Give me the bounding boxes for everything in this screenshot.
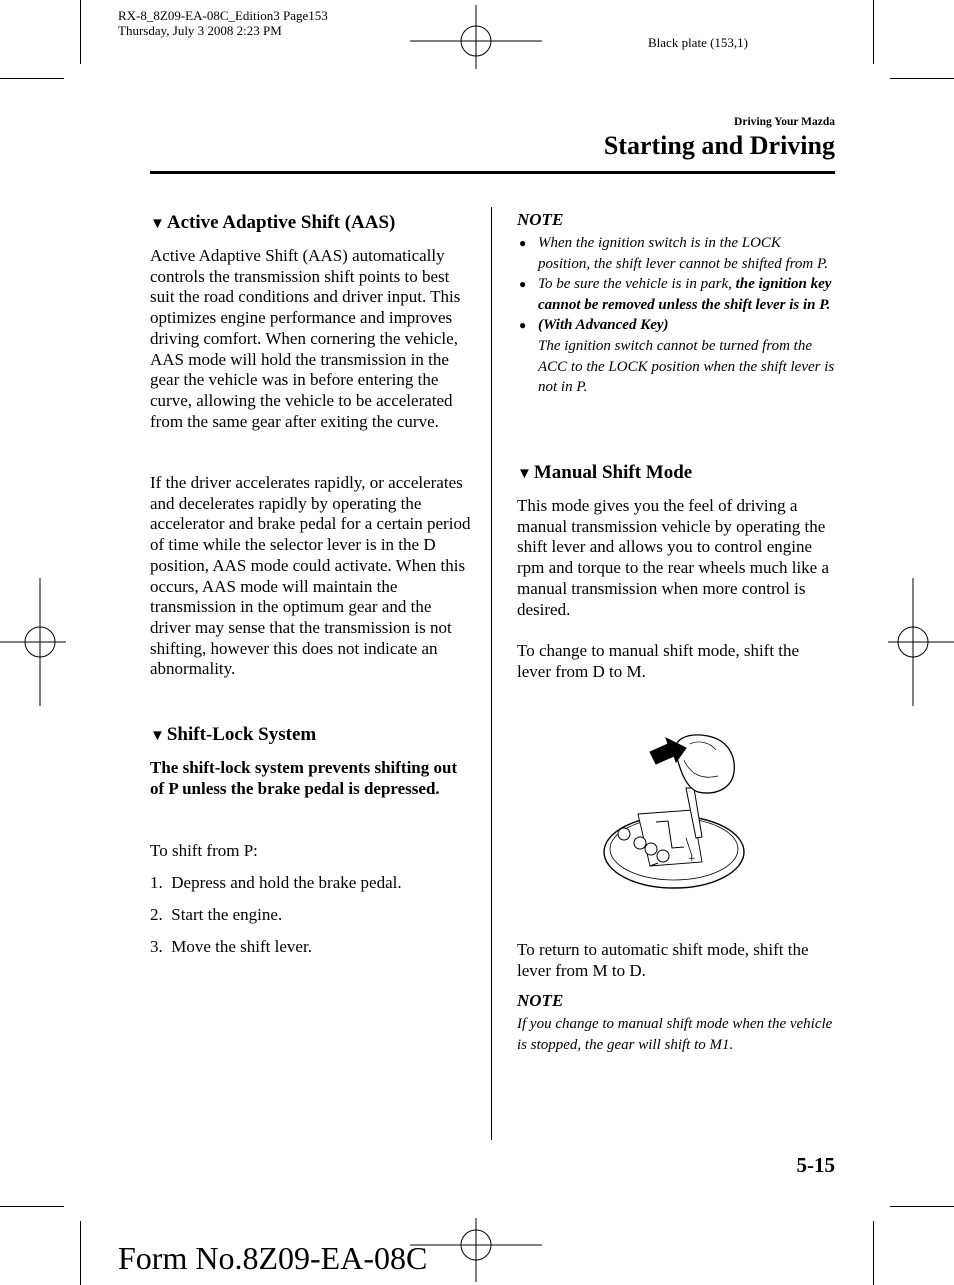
note-label: NOTE — [517, 991, 564, 1010]
registration-mark-left — [0, 578, 66, 706]
manual-paragraph-2: To change to manual shift mode, shift the lever from D to M. — [517, 641, 800, 681]
triangle-icon: ▼ — [517, 466, 532, 482]
list-item: 3. Move the shift lever. — [150, 937, 312, 956]
note-text: If you change to manual shift mode when the vehicle is stopped, the gear will shift to M1. — [517, 1016, 833, 1053]
manual-paragraph-3: To return to automatic shift mode, shift the lever from M to D. — [517, 940, 809, 980]
registration-mark-top — [410, 5, 542, 69]
note-bullet-1: ● When the ignition switch is in the LOCK position, the shift lever cannot be shifted from P. — [519, 235, 828, 272]
shift-lock-intro: To shift from P: — [150, 841, 258, 860]
registration-mark-bottom — [410, 1218, 542, 1282]
crop-mark — [873, 1221, 874, 1285]
svg-text:+: + — [688, 854, 696, 864]
note-bullet-3: ● (With Advanced Key) The ignition switch cannot be turned from the ACC to the LOCK position when the shift lever is not in P. — [519, 317, 835, 396]
crop-mark — [0, 1206, 64, 1207]
section-label: Driving Your Mazda — [734, 116, 835, 128]
note-bullets — [517, 233, 835, 398]
triangle-icon: ▼ — [150, 216, 165, 232]
manual-paragraph-1: This mode gives you the feel of driving a manual transmission vehicle by operating the shift lever and allows you to control engine rpm and torque to the rear wheels much like a manual transmission when more control is desired. — [517, 496, 830, 619]
crop-mark — [890, 78, 954, 79]
crop-mark — [0, 78, 64, 79]
list-item: 2. Start the engine. — [150, 905, 283, 924]
shift-lock-warning: The shift-lock system prevents shifting out of P unless the brake pedal is depressed. — [150, 758, 458, 798]
heading-aas: ▼ Active Adaptive Shift (AAS) — [150, 212, 396, 233]
crop-mark — [80, 0, 81, 64]
aas-paragraph-1: Active Adaptive Shift (AAS) automatically controls the transmission shift points to best suit the road conditions and driver input. This optimizes engine performance and improves driving comfort. When cornering the vehicle, AAS mode will hold the transmission in the gear the vehicle was in before entering the curve, allowing the vehicle to be accelerated from the same gear after exiting the curve. — [150, 246, 461, 431]
page-number: 5-15 — [796, 1153, 835, 1177]
crop-mark — [80, 1221, 81, 1285]
header-rule — [150, 171, 835, 174]
note-label: NOTE — [517, 210, 564, 229]
note-bullet-2: ● To be sure the vehicle is in park, the ignition key cannot be removed unless the shift lever is in P. — [519, 276, 832, 313]
shift-lever-illustration — [598, 730, 748, 890]
heading-shift-lock: ▼ Shift-Lock System — [150, 724, 317, 745]
list-item: 1. Depress and hold the brake pedal. — [150, 873, 402, 892]
form-number: Form No.8Z09-EA-08C — [118, 1240, 428, 1276]
crop-mark — [890, 1206, 954, 1207]
page-title: Starting and Driving — [603, 131, 835, 160]
print-plate: Black plate (153,1) — [648, 35, 748, 50]
registration-mark-right — [888, 578, 954, 706]
crop-mark — [873, 0, 874, 64]
aas-paragraph-2: If the driver accelerates rapidly, or accelerates and decelerates rapidly by operating the accelerator and brake pedal for a certain period of time while the selector lever is in the D position, AAS mode could activate. When this occurs, AAS mode will maintain the transmission in the optimum gear and the driver may sense that the transmission is not shifting, however this does not indicate an abnormality. — [150, 473, 471, 679]
column-divider — [491, 207, 492, 1140]
print-header-file: RX-8_8Z09-EA-08C_Edition3 Page153 — [118, 8, 328, 23]
heading-manual-shift: ▼ Manual Shift Mode — [517, 462, 693, 483]
print-header — [118, 8, 328, 38]
print-header-date: Thursday, July 3 2008 2:23 PM — [118, 23, 282, 38]
triangle-icon: ▼ — [150, 728, 165, 744]
